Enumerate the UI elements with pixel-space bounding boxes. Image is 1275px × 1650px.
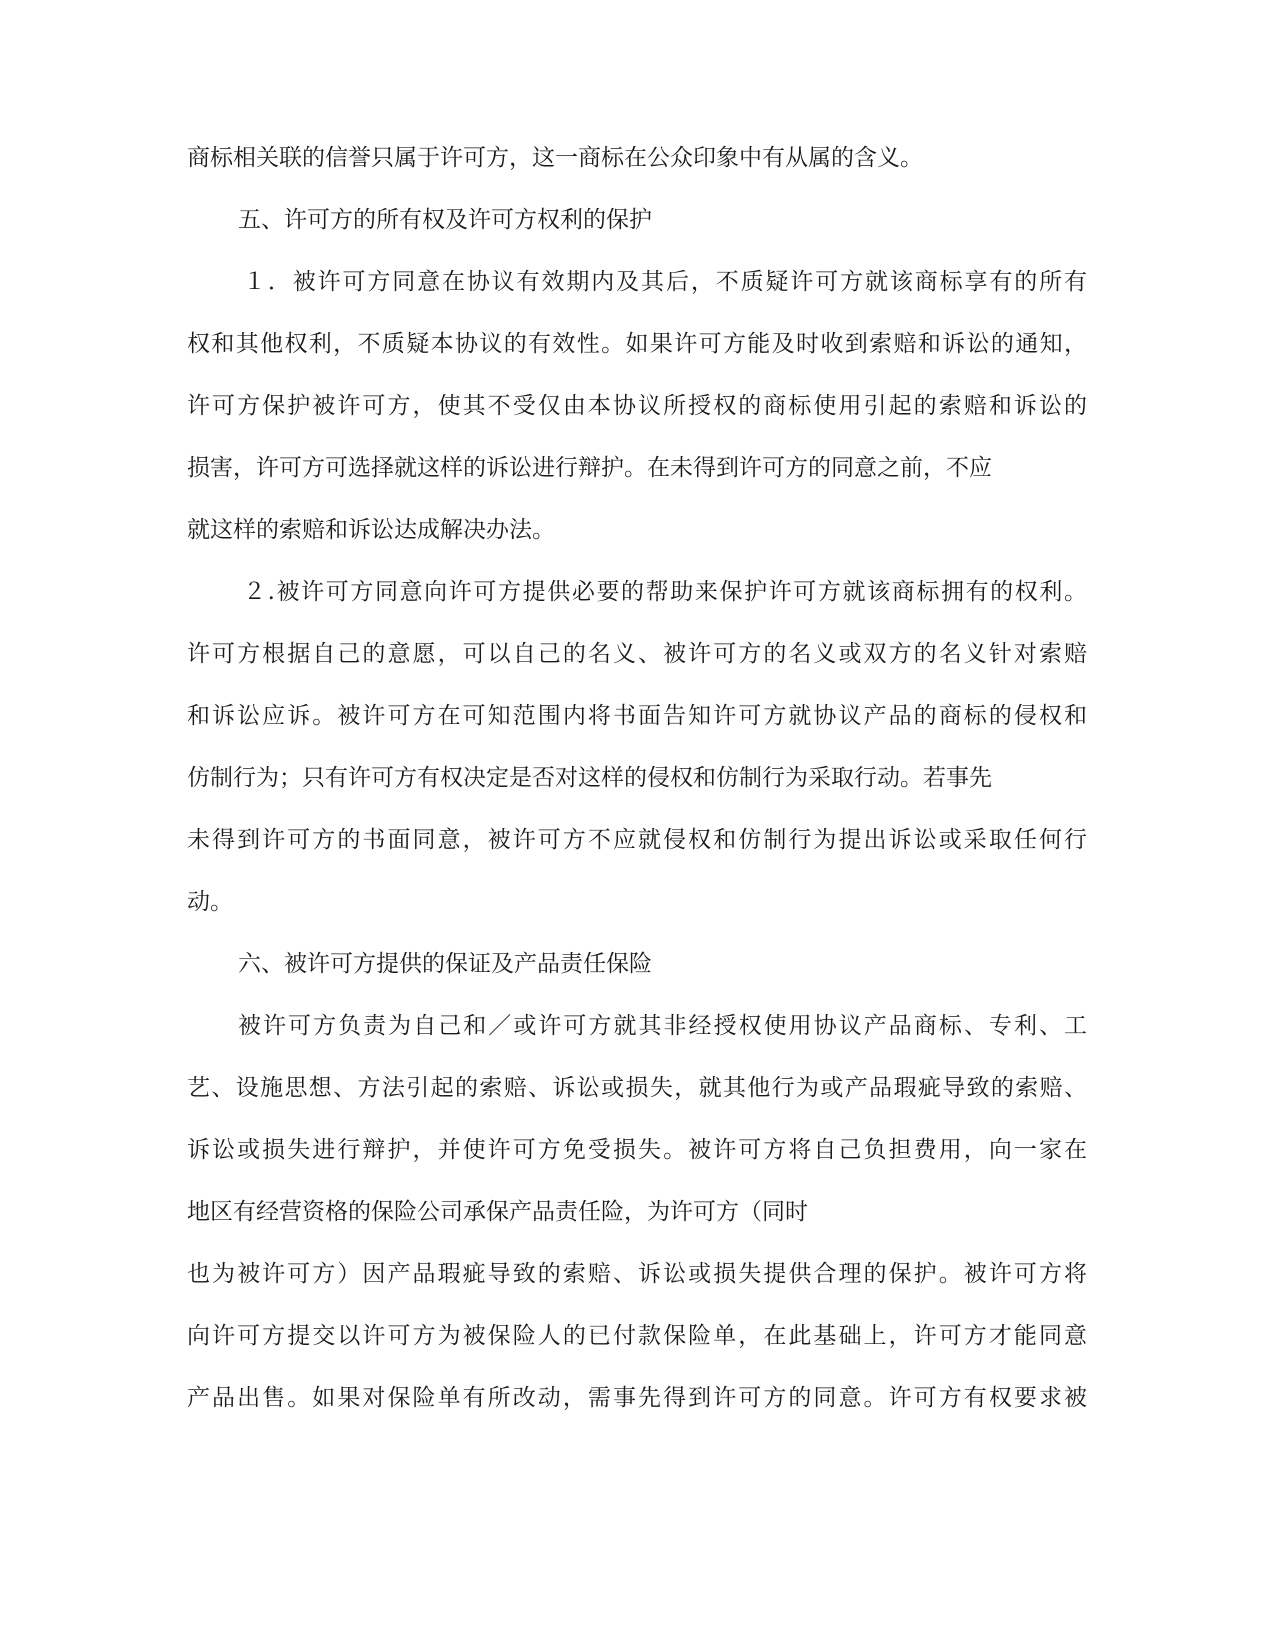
text-line: 未得到许可方的书面同意，被许可方不应就侵权和仿制行为提出诉讼或采取任何行 bbox=[187, 827, 1087, 853]
text-line: 权和其他权利，不质疑本协议的有效性。如果许可方能及时收到索赔和诉讼的通知， bbox=[187, 331, 1087, 357]
text-line: 和诉讼应诉。被许可方在可知范围内将书面告知许可方就协议产品的商标的侵权和 bbox=[187, 703, 1087, 729]
text-line: 向许可方提交以许可方为被保险人的已付款保险单，在此基础上，许可方才能同意 bbox=[187, 1323, 1087, 1349]
text-line: １．被许可方同意在协议有效期内及其后，不质疑许可方就该商标享有的所有 bbox=[243, 269, 1087, 295]
section-heading: 六、被许可方提供的保证及产品责任保险 bbox=[238, 951, 652, 977]
text-line: 产品出售。如果对保险单有所改动，需事先得到许可方的同意。许可方有权要求被 bbox=[187, 1385, 1087, 1411]
text-line: 许可方根据自己的意愿，可以自己的名义、被许可方的名义或双方的名义针对索赔 bbox=[187, 641, 1087, 667]
text-line: 仿制行为；只有许可方有权决定是否对这样的侵权和仿制行为采取行动。若事先 bbox=[187, 765, 992, 791]
text-line: ２.被许可方同意向许可方提供必要的帮助来保护许可方就该商标拥有的权利。 bbox=[243, 579, 1087, 605]
text-line: 地区有经营资格的保险公司承保产品责任险，为许可方（同时 bbox=[187, 1199, 808, 1225]
text-line: 损害，许可方可选择就这样的诉讼进行辩护。在未得到许可方的同意之前，不应 bbox=[187, 455, 992, 481]
text-line: 动。 bbox=[187, 889, 233, 915]
text-line: 被许可方负责为自己和／或许可方就其非经授权使用协议产品商标、专利、工 bbox=[238, 1013, 1087, 1039]
section-heading: 五、许可方的所有权及许可方权利的保护 bbox=[238, 207, 652, 233]
text-line: 艺、设施思想、方法引起的索赔、诉讼或损失，就其他行为或产品瑕疵导致的索赔、 bbox=[187, 1075, 1087, 1101]
text-line: 许可方保护被许可方，使其不受仅由本协议所授权的商标使用引起的索赔和诉讼的 bbox=[187, 393, 1087, 419]
text-line: 就这样的索赔和诉讼达成解决办法。 bbox=[187, 517, 555, 543]
text-line: 商标相关联的信誉只属于许可方，这一商标在公众印象中有从属的含义。 bbox=[187, 145, 923, 171]
text-line: 诉讼或损失进行辩护，并使许可方免受损失。被许可方将自己负担费用，向一家在 bbox=[187, 1137, 1087, 1163]
text-line: 也为被许可方）因产品瑕疵导致的索赔、诉讼或损失提供合理的保护。被许可方将 bbox=[187, 1261, 1087, 1287]
